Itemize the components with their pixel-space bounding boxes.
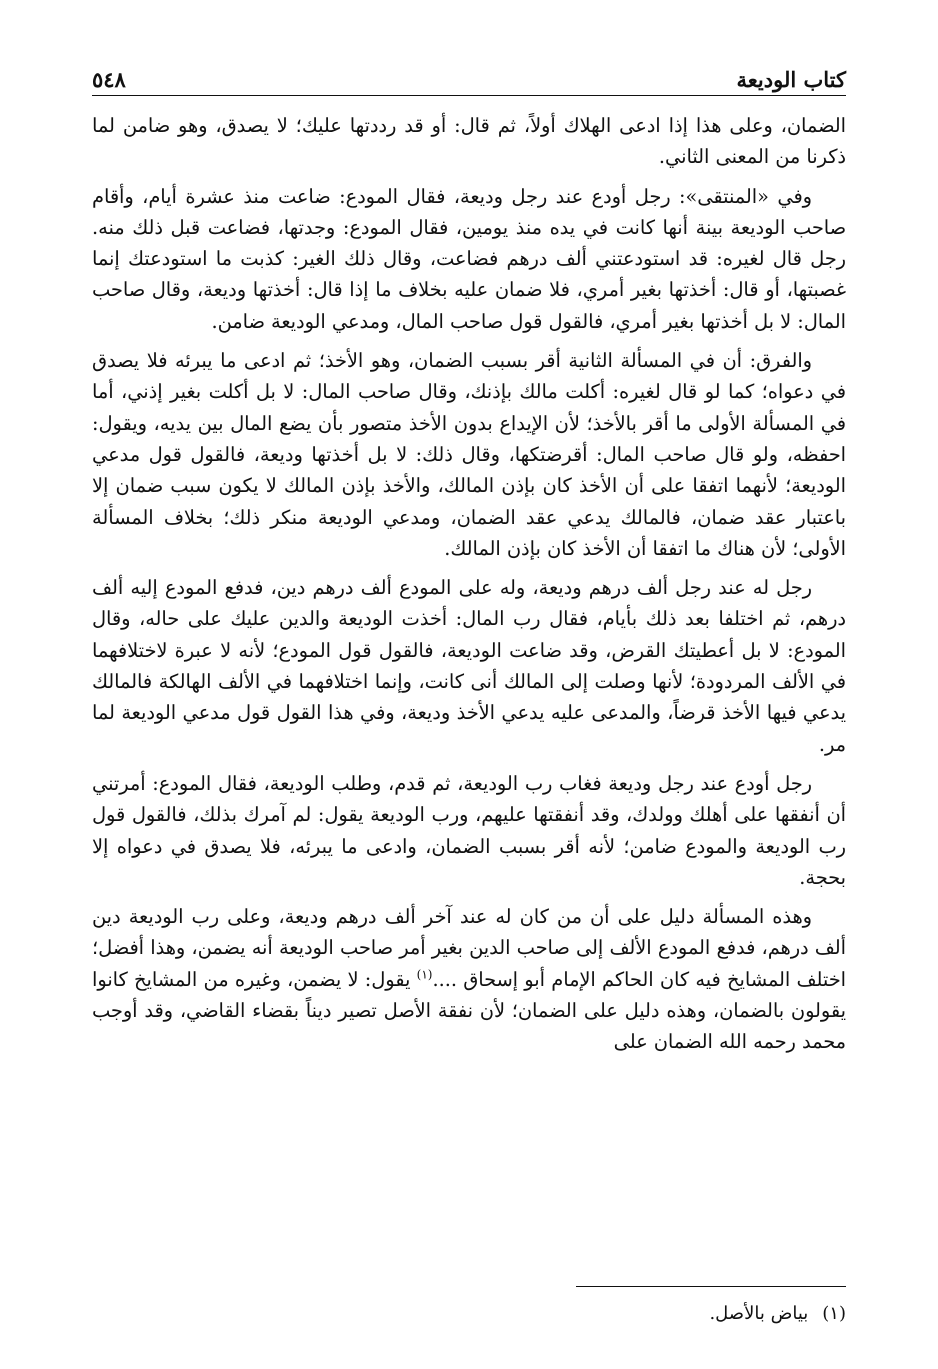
running-title: كتاب الوديعة: [736, 67, 846, 92]
footnote-separator: [576, 1286, 846, 1287]
paragraph-text: وهذه المسألة دليل على أن من كان له عند آخر ألف درهم وديعة، وعلى رب الوديعة دين ألف درهم، فدفع المودع الألف إلى صاحب الدين بغير أمر صاحب الوديعة أنه يضمن، وهذا أفضل؛ اختلف المشايخ فيه كان الحاكم الإمام أبو إسحاق ....: [92, 905, 846, 991]
page-header: [92, 52, 846, 92]
paragraph: رجل أودع عند رجل وديعة فغاب رب الوديعة، ثم قدم، وطلب الوديعة، فقال المودع: أمرتني أن أنفقها على أهلك وولدك، وقد أنفقتها عليهم، ورب الوديعة يقول: لم آمرك بذلك، فالقول قول رب الوديعة والمودع ضامن؛ لأنه أقر بسبب الضمان، وادعى ما يبرئه، فلا يصدق في دعواه إلا بحجة.: [92, 771, 846, 889]
paragraph-text: يقول: لا يضمن، وغيره من المشايخ كانوا يقولون بالضمان، وهذه دليل على الضمان؛ لأن نفقة الأصل تصير ديناً بقضاء القاضي، وقد أوجب محمد رحمه الله الضمان على: [92, 967, 846, 1054]
paragraph: وفي «المنتقى»: رجل أودع عند رجل وديعة، فقال المودع: ضاعت منذ عشرة أيام، وأقام صاحب الوديعة بينة أنها كانت في يده منذ يومين، فقال المودع: وجدتها، فضاعت قبل ذلك منه. رجل قال لغيره: قد استودعتني ألف درهم فضاعت، وقال ذلك الغير: كذبت ما استودعتك إنما غصبتها، أو قال: أخذتها بغير أمري، فلا ضمان عليه بخلاف ما إذا قال: أخذتها وديعة، وقال صاحب المال: لا بل أخذتها بغير أمري، فالقول قول صاحب المال، ومدعي الوديعة ضامن.: [92, 184, 846, 333]
paragraph: والفرق: أن في المسألة الثانية أقر بسبب الضمان، وهو الأخذ؛ ثم ادعى ما يبرئه فلا يصدق في دعواه؛ كما لو قال لغيره: أكلت مالك بإذنك، وقال صاحب المال: لا بل أكلت بغير إذني، أما في المسألة الأولى ما أقر بالأخذ؛ لأن الإيداع بدون الأخذ متصور بأن يضع المال بين يديه، ويقول: احفظه، ولو قال صاحب المال: أقرضتكها، وقال ذلك: لا بل أخذتها وديعة، فالقول قول مدعي الوديعة؛ لأنهما اتفقا على أن الأخذ كان بإذن المالك، والأخذ بإذن المالك لا يكون سبب ضمان إلا باعتبار عقد ضمان، فالمالك يدعي عقد الضمان، ومدعي الوديعة منكر ذلك؛ بخلاف المسألة الأولى؛ لأن هناك ما اتفقا أن الأخذ كان بإذن المالك.: [92, 349, 846, 560]
page-number: ٥٤٨: [92, 67, 126, 92]
main-text: [92, 110, 846, 1066]
footnote: [92, 1300, 846, 1328]
footnote-text: بياض بالأصل.: [709, 1303, 809, 1324]
footnote-reference[interactable]: (١): [416, 967, 433, 982]
paragraph-last: [92, 901, 846, 1057]
footnote-number: (١): [822, 1303, 846, 1324]
header-rule: [92, 95, 846, 96]
paragraph: الضمان، وعلى هذا إذا ادعى الهلاك أولاً، ثم قال: أو قد رددتها عليك؛ لا يصدق، وهو ضامن لما ذكرنا من المعنى الثاني.: [92, 114, 846, 169]
paragraph: رجل له عند رجل ألف درهم وديعة، وله على المودع ألف درهم دين، فدفع المودع إليه ألف درهم، ثم اختلفا بعد ذلك بأيام، فقال رب المال: أخذت الوديعة والدين عليك على حاله، وقال المودع: لا بل أعطيتك القرض، وقد ضاعت الوديعة، فالقول قول المودع؛ لأنه لا عبرة لاختلافهما في الألف المردودة؛ لأنها وصلت إلى المالك أنى كانت، وإنما اختلافهما في الألف الهالكة فالمالك يدعي فيها الأخذ قرضاً، والمدعى عليه يدعي الأخذ وديعة، وفي هذا القول قول مدعي الوديعة لما مر.: [92, 576, 846, 756]
